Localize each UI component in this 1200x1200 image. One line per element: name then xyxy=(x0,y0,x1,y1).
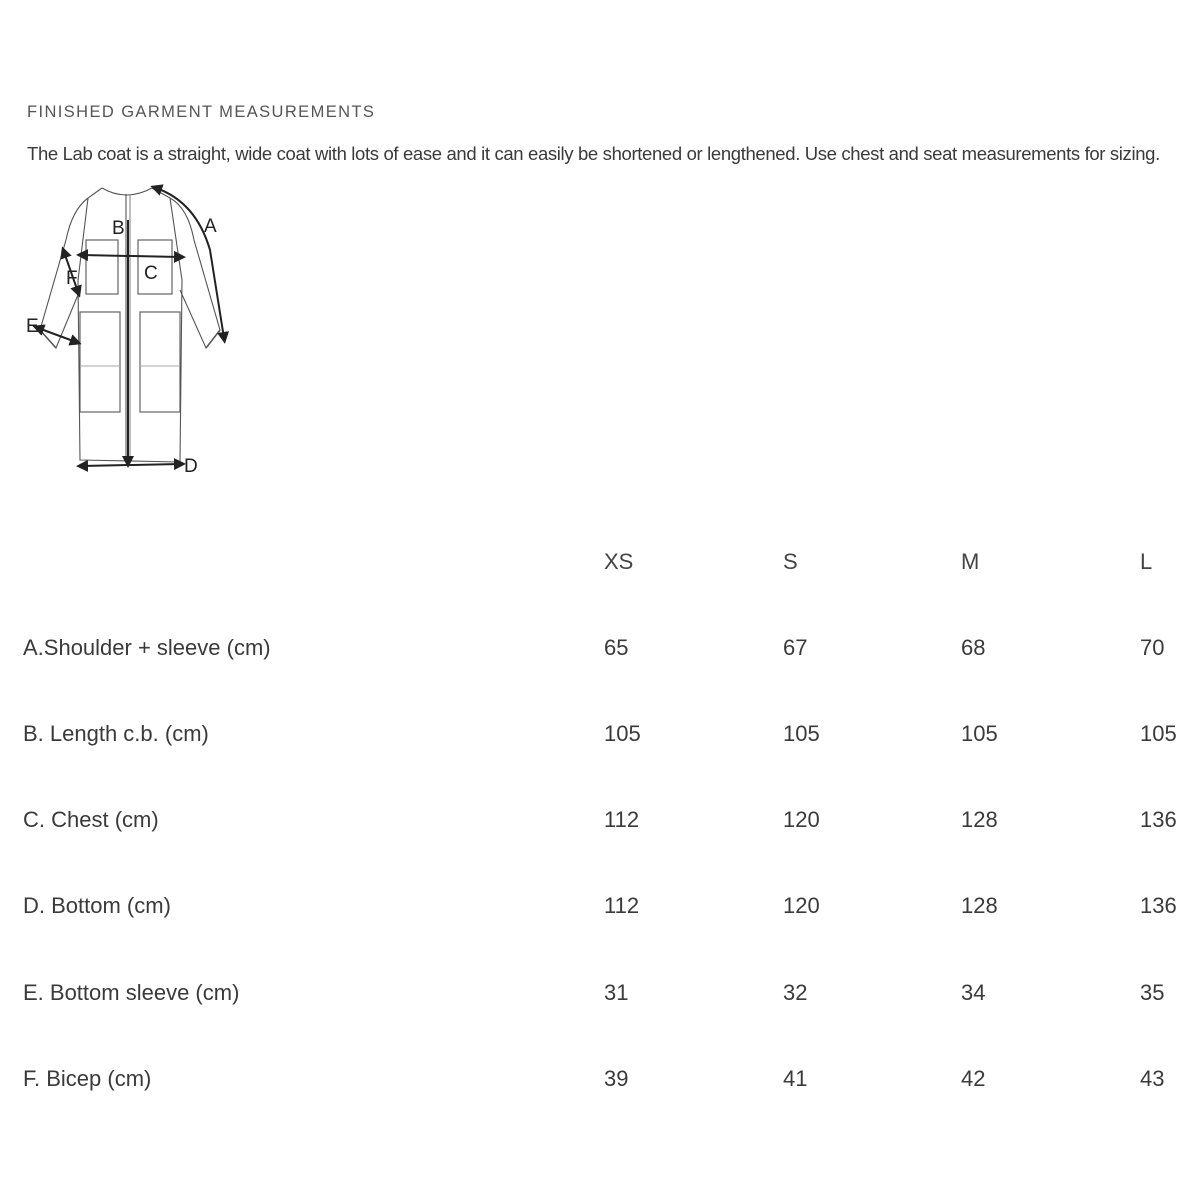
table-cell: 34 xyxy=(961,980,986,1005)
table-cell: 43 xyxy=(1140,1066,1165,1091)
size-header-l: L xyxy=(1140,549,1153,574)
row-label-shoulder-sleeve: A.Shoulder + sleeve (cm) xyxy=(23,635,271,660)
row-label-bottom: D. Bottom (cm) xyxy=(23,893,171,918)
table-cell: 128 xyxy=(961,893,998,918)
row-label-length-cb: B. Length c.b. (cm) xyxy=(23,721,209,746)
table-cell: 32 xyxy=(783,980,808,1005)
table-cell: 67 xyxy=(783,635,808,660)
table-cell: 41 xyxy=(783,1066,808,1091)
intro-text: The Lab coat is a straight, wide coat with lots of ease and it can easily be shortened or lengthened. Use chest and seat measurements for sizing. xyxy=(27,143,1160,164)
table-cell: 136 xyxy=(1140,893,1177,918)
table-cell: 35 xyxy=(1140,980,1165,1005)
table-cell: 39 xyxy=(604,1066,629,1091)
table-cell: 105 xyxy=(604,721,641,746)
diagram-label-a: A xyxy=(204,216,217,237)
diagram-label-f: F xyxy=(66,268,78,289)
table-cell: 105 xyxy=(783,721,820,746)
size-header-s: S xyxy=(783,549,798,574)
table-cell: 105 xyxy=(1140,721,1177,746)
size-header-m: M xyxy=(961,549,980,574)
size-header-xs: XS xyxy=(604,549,634,574)
table-cell: 112 xyxy=(604,893,640,918)
table-cell: 31 xyxy=(604,980,629,1005)
table-cell: 120 xyxy=(783,807,820,832)
row-label-bicep: F. Bicep (cm) xyxy=(23,1066,152,1091)
table-cell: 65 xyxy=(604,635,629,660)
diagram-label-c: C xyxy=(144,263,158,284)
row-label-bottom-sleeve: E. Bottom sleeve (cm) xyxy=(23,980,240,1005)
diagram-label-d: D xyxy=(184,456,198,477)
table-cell: 136 xyxy=(1140,807,1177,832)
row-label-chest: C. Chest (cm) xyxy=(23,807,159,832)
table-cell: 105 xyxy=(961,721,998,746)
table-cell: 42 xyxy=(961,1066,986,1091)
section-heading: FINISHED GARMENT MEASUREMENTS xyxy=(27,103,376,121)
diagram-label-b: B xyxy=(112,218,125,239)
table-cell: 128 xyxy=(961,807,998,832)
table-cell: 120 xyxy=(783,893,820,918)
table-cell: 68 xyxy=(961,635,986,660)
diagram-label-e: E xyxy=(26,316,39,337)
table-cell: 70 xyxy=(1140,635,1165,660)
table-cell: 112 xyxy=(604,807,640,832)
